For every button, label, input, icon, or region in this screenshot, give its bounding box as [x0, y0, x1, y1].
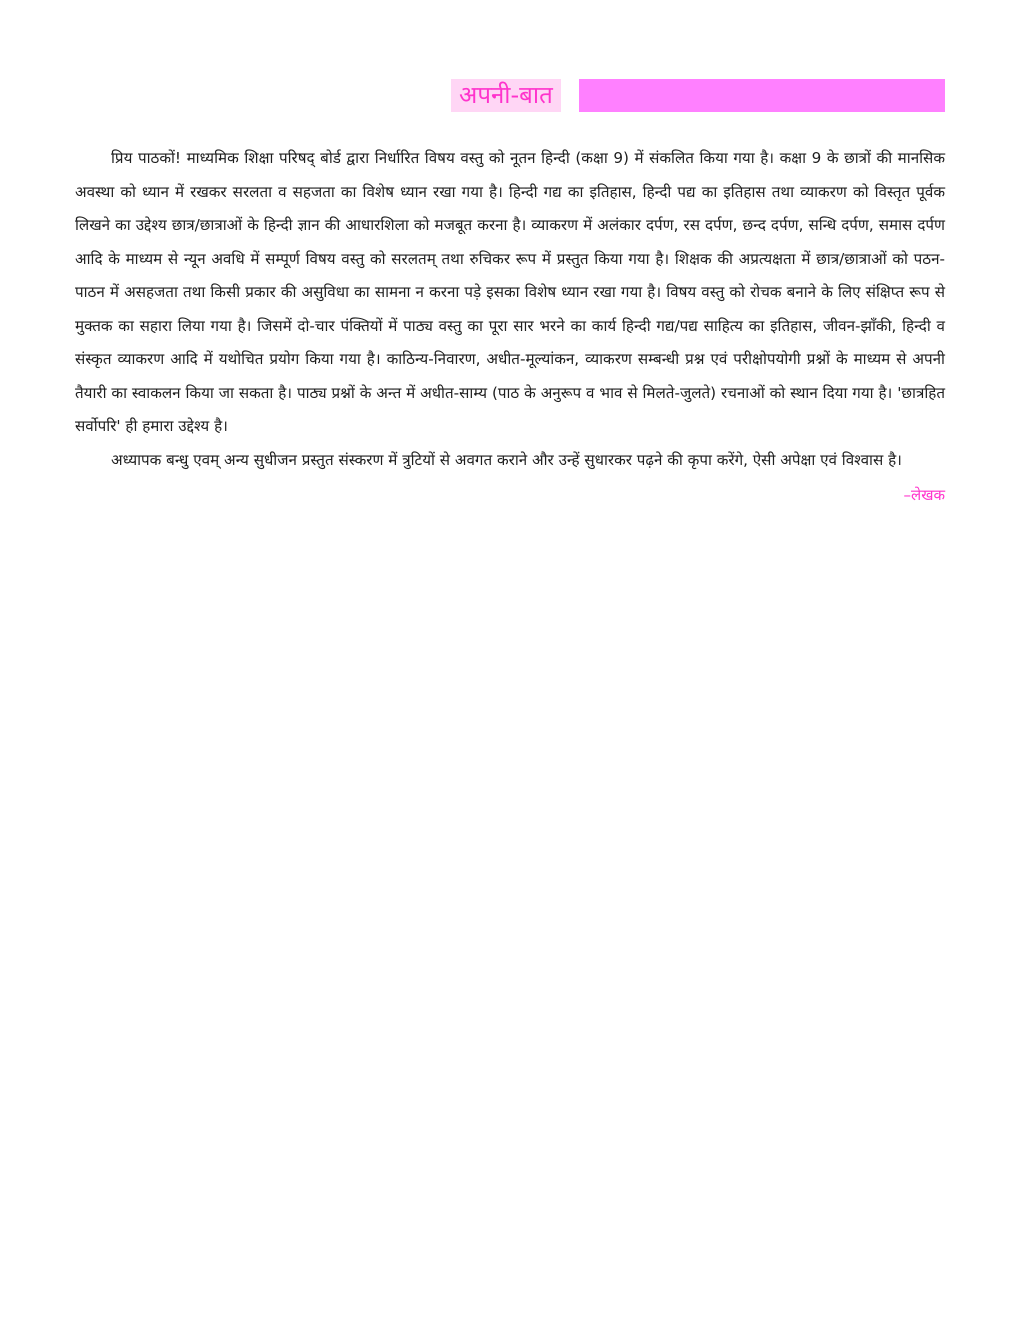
heading-color-bar: [579, 79, 945, 112]
author-signature: –लेखक: [903, 486, 945, 504]
heading-band: [451, 79, 945, 112]
page-title: अपनी-बात: [451, 79, 561, 112]
preface-body: [75, 142, 945, 509]
paragraph-preface-intro: प्रिय पाठकों! माध्यमिक शिक्षा परिषद् बोर्ड द्वारा निर्धारित विषय वस्तु को नूतन हिन्दी (कक्षा 9) में संकलित किया गया है। कक्षा 9 के छात्रों की मानसिक अवस्था को ध्यान में रखकर सरलता व सहजता का विशेष ध्यान रखा गया है। हिन्दी गद्य का इतिहास, हिन्दी पद्य का इतिहास तथा व्याकरण को विस्तृत पूर्वक लिखने का उद्देश्य छात्र/छात्राओं के हिन्दी ज्ञान की आधारशिला को मजबूत करना है। व्याकरण में अलंकार दर्पण, रस दर्पण, छन्द दर्पण, सन्धि दर्पण, समास दर्पण आदि के माध्यम से न्यून अवधि में सम्पूर्ण विषय वस्तु को सरलतम् तथा रुचिकर रूप में प्रस्तुत किया गया है। शिक्षक की अप्रत्यक्षता में छात्र/छात्राओं को पठन-पाठन में असहजता तथा किसी प्रकार की असुविधा का सामना न करना पड़े इसका विशेष ध्यान रखा गया है। विषय वस्तु को रोचक बनाने के लिए संक्षिप्त रूप से मुक्तक का सहारा लिया गया है। जिसमें दो-चार पंक्तियों में पाठ्य वस्तु का पूरा सार भरने का कार्य हिन्दी गद्य/पद्य साहित्य का इतिहास, जीवन-झाँकी, हिन्दी व संस्कृत व्याकरण आदि में यथोचित प्रयोग किया गया है। काठिन्य-निवारण, अधीत-मूल्यांकन, व्याकरण सम्बन्धी प्रश्न एवं परीक्षोपयोगी प्रश्नों के माध्यम से अपनी तैयारी का स्वाकलन किया जा सकता है। पाठ्य प्रश्नों के अन्त में अधीत-साम्य (पाठ के अनुरूप व भाव से मिलते-जुलते) रचनाओं को स्थान दिया गया है। 'छात्रहित सर्वोपरि' ही हमारा उद्देश्य है।: [75, 149, 945, 435]
paragraph-preface-request: अध्यापक बन्धु एवम् अन्य सुधीजन प्रस्तुत संस्करण में त्रुटियों से अवगत कराने और उन्हें सुधारकर पढ़ने की कृपा करेंगे, ऐसी अपेक्षा एवं विश्वास है।: [111, 450, 902, 469]
